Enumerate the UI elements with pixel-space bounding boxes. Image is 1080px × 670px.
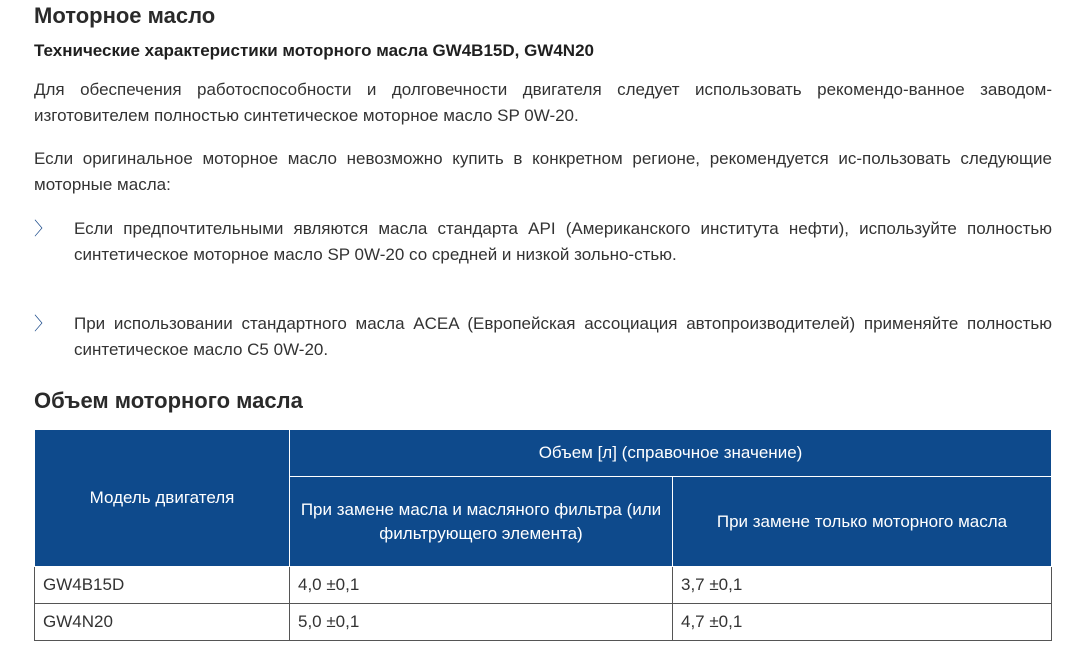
header-oil-only: При замене только моторного масла [673,477,1052,567]
cell-model: GW4B15D [35,567,290,604]
header-with-filter: При замене масла и масляного фильтра (или фильтрующего элемента) [290,477,673,567]
cell-oil-only: 3,7 ±0,1 [673,567,1052,604]
cell-with-filter: 4,0 ±0,1 [290,567,673,604]
table-row [35,567,1052,604]
chevron-right-icon: 〉 [34,314,52,334]
bullet-api-text: Если предпочтительными являются масла стандарта API (Американского института нефти), используйте полностью синтетическое моторное масло SP 0W-20 со средней и низкой зольно-стью. [74,219,1052,264]
volume-title: Объем моторного масла [34,388,303,413]
chevron-right-icon: 〉 [34,219,52,239]
cell-with-filter: 5,0 ±0,1 [290,604,673,641]
header-volume-group: Объем [л] (справочное значение) [290,430,1052,477]
table-row [35,604,1052,641]
paragraph-recommendation: Для обеспечения работоспособности и долговечности двигателя следует использовать рекомендо-ванное заводом-изготовителем полностью синтетическое моторное масло SP 0W-20. [34,80,1052,125]
paragraph-alternatives: Если оригинальное моторное масло невозможно купить в конкретном регионе, рекомендуется ис-пользовать следующие моторные масла: [34,149,1052,194]
subsection-title: Технические характеристики моторного масла GW4B15D, GW4N20 [34,41,594,60]
header-engine-model: Модель двигателя [35,430,290,567]
cell-model: GW4N20 [35,604,290,641]
oil-volume-table [34,429,1052,641]
bullet-acea-text: При использовании стандартного масла ACEA (Европейская ассоциация автопроизводителей) применяйте полностью синтетическое масло C5 0W-20. [74,314,1052,359]
cell-oil-only: 4,7 ±0,1 [673,604,1052,641]
section-title: Моторное масло [34,3,216,28]
